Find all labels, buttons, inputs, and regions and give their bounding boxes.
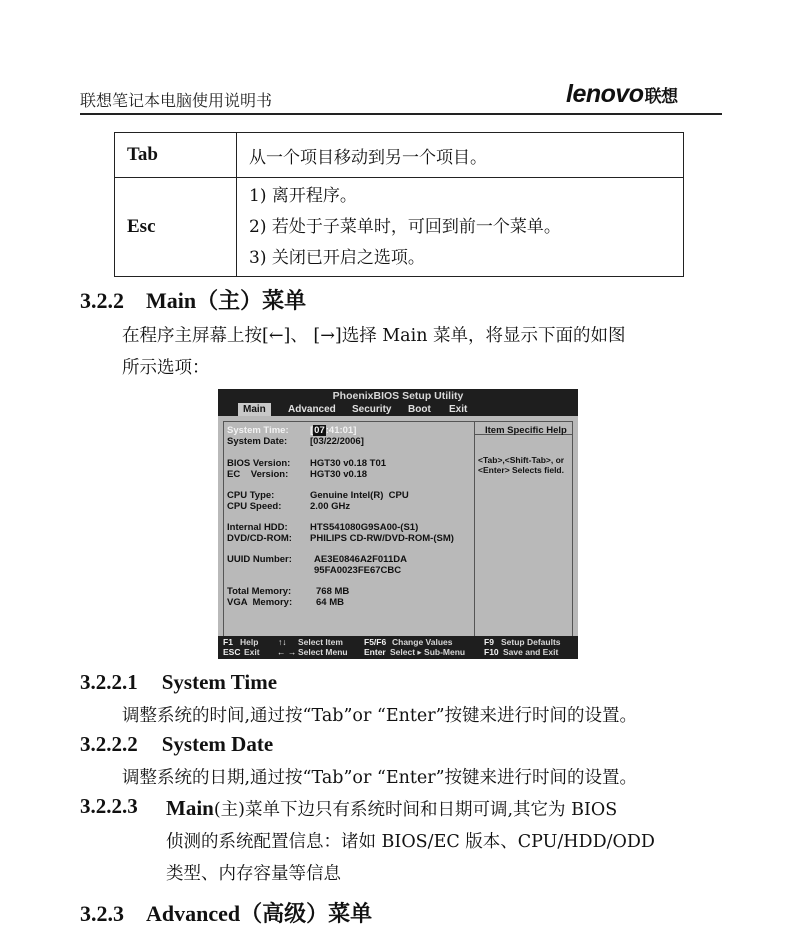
running-header-title: 联想笔记本电脑使用说明书 xyxy=(80,91,273,110)
intro-paragraph: 在程序主屏幕上按[←]、 [→]选择 Main 菜单，将显示下面的如图 所示选项： xyxy=(122,326,626,378)
bios-value: PHILIPS CD-RW/DVD-ROM-(SM) xyxy=(310,533,454,544)
bios-label: System Time: xyxy=(227,425,289,436)
key-cell: Tab xyxy=(115,133,237,178)
bios-label: EC Version: xyxy=(227,469,289,480)
table-row xyxy=(115,178,684,277)
bios-label: CPU Type: xyxy=(227,490,275,501)
section-heading-3-2-2-2: 3.2.2.2 System Date xyxy=(80,732,274,756)
bios-label: Internal HDD: xyxy=(227,522,288,533)
bios-divider xyxy=(474,421,475,637)
lenovo-logo: lenovo联想 xyxy=(566,80,678,108)
section-heading-3-2-2-3: 3.2.2.3 xyxy=(80,794,138,818)
bios-value: 768 MB xyxy=(316,586,350,597)
bios-menu-exit: Exit xyxy=(449,404,468,415)
bios-label: System Date: xyxy=(227,436,288,447)
bios-label: VGA Memory: xyxy=(227,597,293,608)
section-heading-3-2-2-1: 3.2.2.1 System Time xyxy=(80,670,278,694)
header-rule xyxy=(80,113,722,115)
section-heading-3-2-2: 3.2.2 Main（主）菜单 xyxy=(80,288,307,313)
bios-screenshot xyxy=(218,389,578,659)
bios-menu-main: Main xyxy=(238,403,271,416)
bios-title-bar: PhoenixBIOS Setup Utility xyxy=(218,389,578,403)
system-time-text: 调整系统的时间,通过按“Tab”or “Enter”按键来进行时间的设置。 xyxy=(122,706,638,726)
bios-label: DVD/CD-ROM: xyxy=(227,533,292,544)
bios-label: Total Memory: xyxy=(227,586,292,597)
bios-help-text: <Tab>,<Shift-Tab>, or <Enter> Selects field. xyxy=(478,455,565,475)
bios-menu-security: Security xyxy=(352,404,392,415)
system-date-text: 调整系统的日期,通过按“Tab”or “Enter”按键来进行时间的设置。 xyxy=(122,768,638,788)
bios-label: BIOS Version: xyxy=(227,458,291,469)
bios-label: CPU Speed: xyxy=(227,501,282,512)
bios-value: Genuine Intel(R) CPU xyxy=(310,490,409,501)
section-heading-3-2-3: 3.2.3 Advanced（高级）菜单 xyxy=(80,901,373,926)
bios-system-time-value: [07:41:01] xyxy=(310,425,357,436)
bios-value: HTS541080G9SA00-(S1) xyxy=(310,522,419,533)
bios-menu-bar xyxy=(218,403,578,416)
desc-cell: 从一个项目移动到另一个项目。 xyxy=(237,133,684,178)
bios-footer: F1 Help ESC Exit ↑↓ Select Item ← → Select Menu F5/F6 Change Values Enter Select ▸ Sub-Menu F9 Setup Defaults F10 Save and Exit xyxy=(218,636,578,659)
bios-value: HGT30 v0.18 T01 xyxy=(310,458,387,469)
bios-value: HGT30 v0.18 xyxy=(310,469,368,480)
bios-label: UUID Number: xyxy=(227,554,292,565)
key-table xyxy=(114,132,684,277)
table-row xyxy=(115,133,684,178)
key-cell: Esc xyxy=(115,178,237,277)
bios-value: AE3E0846A2F011DA xyxy=(314,554,407,565)
bios-value: 64 MB xyxy=(316,597,344,608)
main-menu-description: Main(主)菜单下边只有系统时间和日期可调,其它为 BIOS 侦测的系统配置信息：诸如 BIOS/EC 版本、CPU/HDD/ODD 类型、内存容量等信息 xyxy=(166,796,655,884)
bios-menu-advanced: Advanced xyxy=(288,404,336,415)
bios-help-title: Item Specific Help xyxy=(485,425,567,436)
desc-cell: 1) 离开程序。 2) 若处于子菜单时，可回到前一个菜单。 3) 关闭已开启之选项。 xyxy=(237,178,684,277)
bios-value: [03/22/2006] xyxy=(310,436,364,447)
bios-value: 2.00 GHz xyxy=(310,501,351,512)
bios-menu-boot: Boot xyxy=(408,404,431,415)
bios-value: 95FA0023FE67CBC xyxy=(314,565,402,576)
